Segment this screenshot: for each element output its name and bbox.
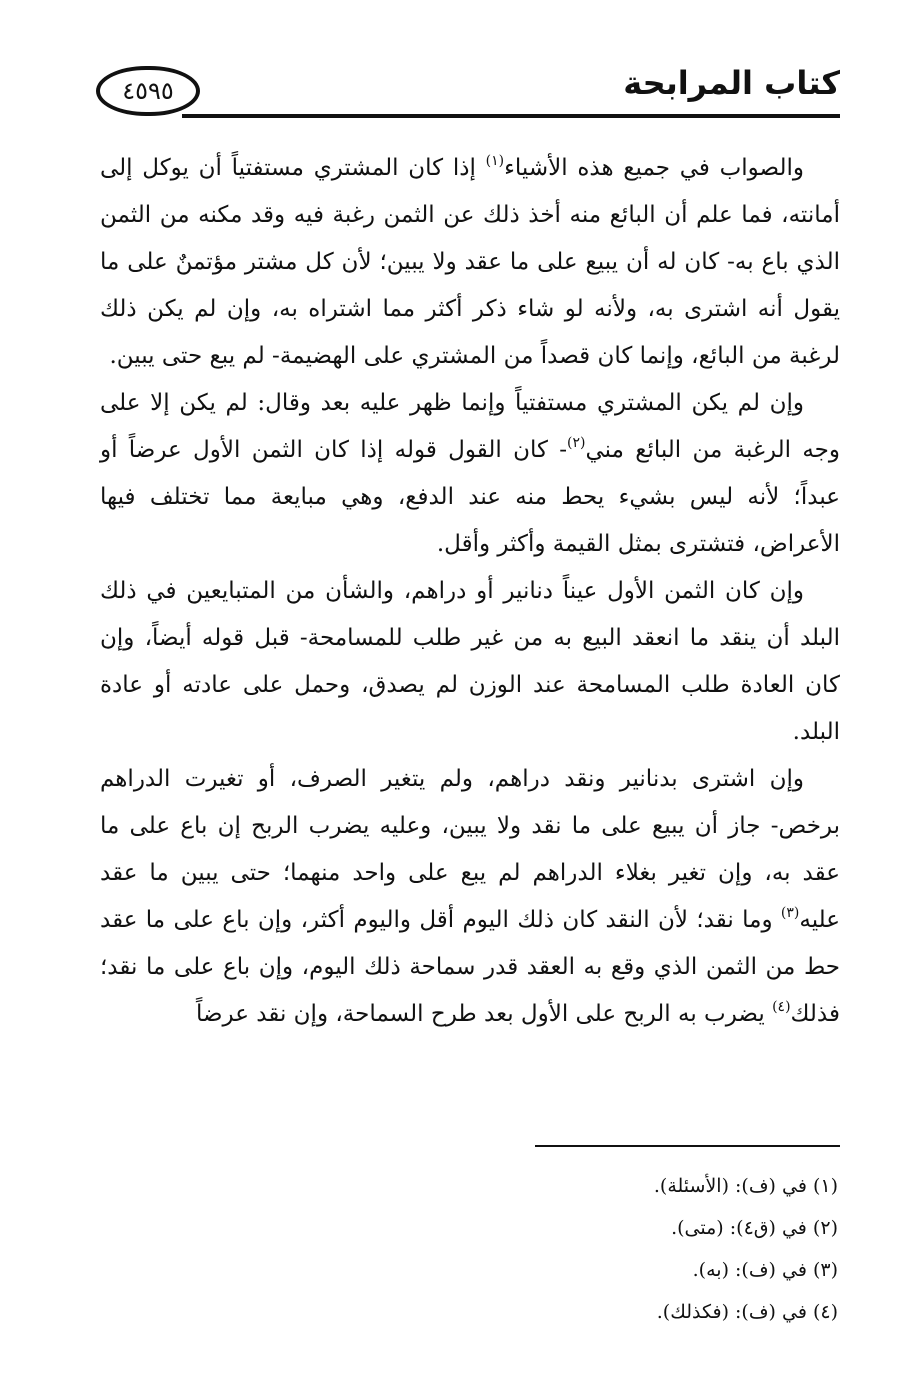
footnote-separator (535, 1145, 840, 1147)
paragraph-text: والصواب في جميع هذه الأشياء (504, 155, 804, 181)
paragraph-text: يضرب به الربح على الأول بعد طرح السماحة، وإن نقد عرضاً (195, 1001, 773, 1027)
footnotes (238, 1165, 838, 1333)
page-number: ٤٥٩٥ (122, 77, 174, 105)
header-rule (182, 114, 840, 118)
paragraph-text: - كان القول قوله إذا كان الثمن الأول عرضاً أو عبداً؛ لأنه ليس بشيء يحط منه عند الدفع، وهي مبايعة مما تختلف فيها الأعراض، فتشترى بمثل القيمة وأكثر وأقل. (100, 437, 840, 557)
paragraph-text: وإن لم يكن المشتري مستفتياً وإنما ظهر عليه بعد وقال: لم يكن إلا على وجه الرغبة من البائع مني (100, 390, 840, 463)
paragraph-text: إذا كان المشتري مستفتياً أن يوكل إلى أمانته، فما علم أن البائع منه أخذ ذلك عن الثمن رغبة فيه وقد مكنه من الثمن الذي باع به- كان له أن يبيع على ما عقد ولا يبين؛ لأن كل مشتر مؤتمنٌ على ما يقول أنه اشترى به، ولأنه لو شاء ذكر أكثر مما اشتراه به، وإن لم يكن ذلك لرغبة من البائع، وإنما كان قصداً من المشتري على الهضيمة- لم يبع حتى يبين. (100, 155, 840, 369)
footnote-4: (٤) في (ف): (فكذلك). (656, 1301, 838, 1323)
book-title: كتاب المرابحة (623, 64, 840, 102)
paragraph-2 (100, 380, 840, 568)
paragraph-text: وإن كان الثمن الأول عيناً دنانير أو دراهم، والشأن من المتبايعين في ذلك البلد أن ينقد ما انعقد البيع به من غير طلب للمسامحة- قبل قوله أيضاً، وإن كان العادة طلب المسامحة عند الوزن لم يصدق، وحمل على عادته أو عادة البلد. (100, 578, 840, 745)
paragraph-text: وإن اشترى بدنانير ونقد دراهم، ولم يتغير الصرف، أو تغيرت الدراهم برخص- جاز أن يبيع على ما نقد ولا يبين، وعليه يضرب الربح إن باع على ما عقد به، وإن تغير بغلاء الدراهم لم يبع على واحد منهما؛ حتى يبين ما عقد عليه (100, 766, 840, 933)
footnote-1: (١) في (ف): (الأسئلة). (653, 1175, 838, 1197)
paragraph-text: وما نقد؛ لأن النقد كان ذلك اليوم أقل واليوم أكثر، وإن باع على ما عقد حط من الثمن الذي وقع به العقد قدر سماحة ذلك اليوم، وإن باع على ما نقد؛ فذلك (100, 907, 840, 1027)
footnote-ref-1: (١) (485, 153, 505, 169)
paragraph-1 (100, 145, 840, 380)
footnote-ref-2: (٢) (567, 435, 586, 451)
footnote-ref-3: (٣) (780, 905, 800, 921)
body-text (100, 145, 840, 1038)
footnote-3: (٣) في (ف): (به). (692, 1259, 838, 1281)
paragraph-3 (100, 568, 840, 756)
footnote-2: (٢) في (ق٤): (متى). (671, 1217, 838, 1239)
page-number-badge (96, 66, 200, 116)
footnote-ref-4: (٤) (772, 999, 791, 1015)
paragraph-4 (100, 756, 840, 1038)
page-header (92, 60, 840, 120)
